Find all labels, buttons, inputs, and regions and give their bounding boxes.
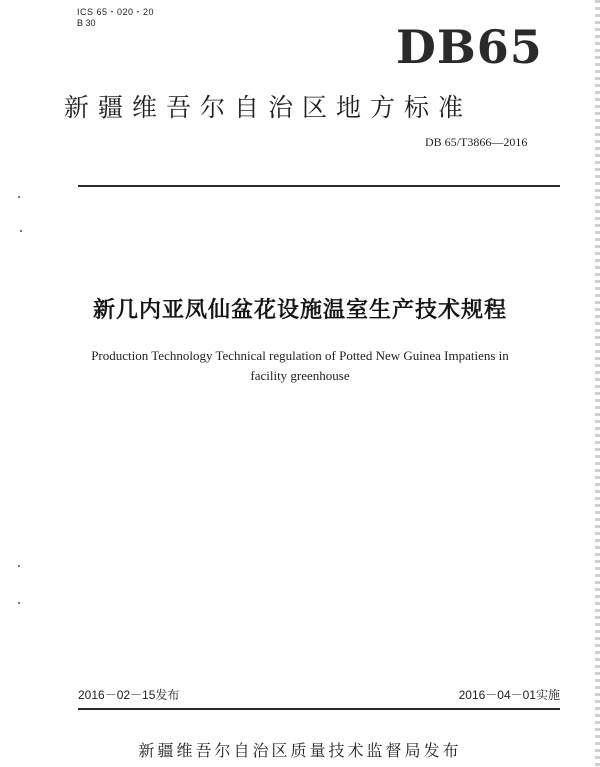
standard-code: DB 65/T3866—2016 [425,135,528,149]
date-row [78,686,560,704]
implementation-date: 2016－04－01实施 [458,688,560,702]
db65-logo: DB65 [396,20,543,74]
scan-speck [18,565,20,567]
title-english-line-2: facility greenhouse [250,368,350,383]
issuing-authority: 新疆维吾尔自治区质量技术监督局发布 [138,741,462,760]
top-divider [78,185,560,187]
scan-speck [20,230,22,232]
scan-edge-artifact [595,0,600,767]
title-english-line-1: Production Technology Technical regulation of Potted New Guinea Impatiens in [91,348,509,363]
scan-speck [18,196,20,198]
title-english [50,346,550,386]
ics-code: ICS 65・020・20 [77,7,155,17]
title-chinese: 新几内亚凤仙盆花设施温室生产技术规程 [92,298,507,323]
scan-speck [18,602,20,604]
issue-date: 2016－02－15发布 [78,688,180,702]
bottom-divider [78,708,560,710]
standard-type-heading: 新疆维吾尔自治区地方标准 [64,93,473,122]
ccs-code: B 30 [77,18,96,28]
